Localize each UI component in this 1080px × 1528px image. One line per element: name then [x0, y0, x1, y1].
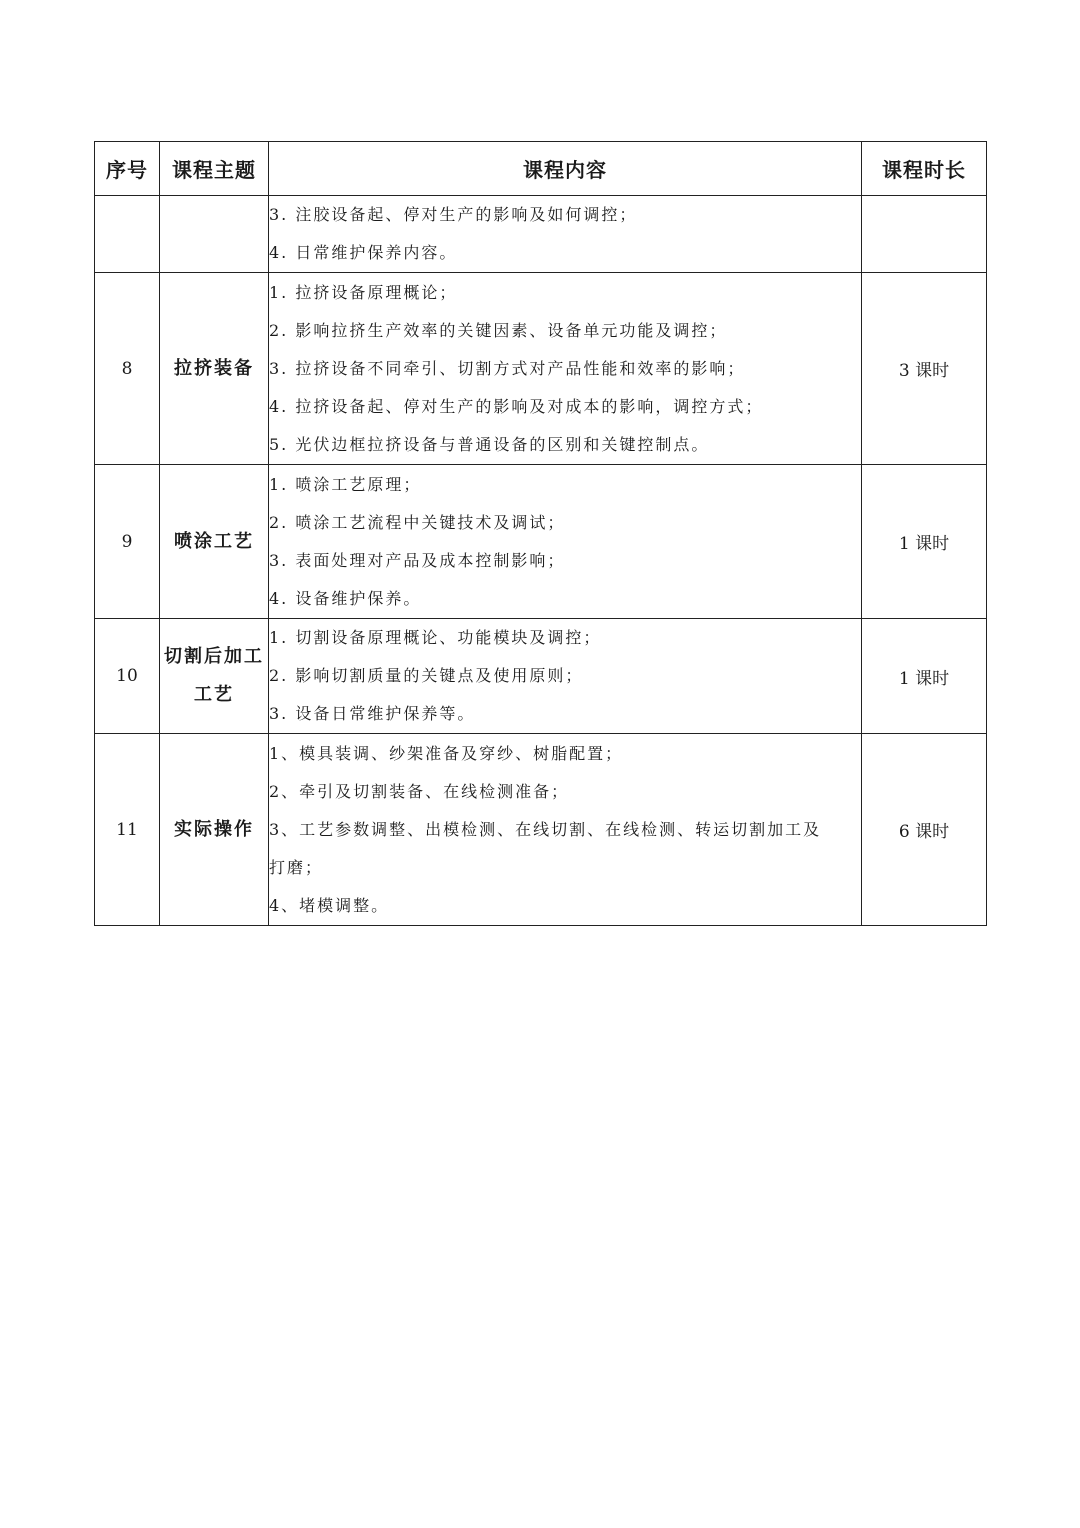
content-line: 3、工艺参数调整、出模检测、在线切割、在线检测、转运切割加工及	[269, 819, 822, 839]
row-content	[269, 465, 862, 619]
table-row	[95, 196, 987, 273]
header-no: 序号	[95, 142, 160, 196]
content-line: 1、模具装调、纱架准备及穿纱、树脂配置；	[269, 743, 624, 763]
content-line: 4、堵模调整。	[269, 895, 390, 915]
header-topic: 课程主题	[160, 142, 269, 196]
row-no: 9	[95, 465, 160, 619]
row-hours: 1 课时	[862, 619, 987, 734]
row-no	[95, 196, 160, 273]
table-row	[95, 734, 987, 926]
row-topic: 实际操作	[160, 734, 269, 926]
row-no: 10	[95, 619, 160, 734]
content-line: 1. 喷涂工艺原理；	[269, 474, 422, 494]
content-line: 2. 喷涂工艺流程中关键技术及调试；	[269, 512, 566, 532]
header-row	[95, 142, 987, 196]
row-content	[269, 619, 862, 734]
content-line: 1. 切割设备原理概论、功能模块及调控；	[269, 628, 602, 647]
content-line: 4. 设备维护保养。	[269, 588, 422, 608]
content-line: 2、牵引及切割装备、在线检测准备；	[269, 781, 570, 801]
content-line: 2. 影响切割质量的关键点及使用原则；	[269, 666, 584, 685]
content-line: 4. 日常维护保养内容。	[269, 243, 458, 262]
row-hours: 3 课时	[862, 273, 987, 465]
content-line: 3. 表面处理对产品及成本控制影响；	[269, 550, 566, 570]
row-hours: 6 课时	[862, 734, 987, 926]
content-line: 打磨；	[269, 857, 324, 877]
content-line: 3. 拉挤设备不同牵引、切割方式对产品性能和效率的影响；	[269, 358, 746, 378]
row-topic	[160, 196, 269, 273]
row-no: 11	[95, 734, 160, 926]
header-content: 课程内容	[269, 142, 862, 196]
row-topic: 拉挤装备	[160, 273, 269, 465]
header-hours: 课程时长	[862, 142, 987, 196]
row-hours	[862, 196, 987, 273]
row-hours: 1 课时	[862, 465, 987, 619]
row-content	[269, 273, 862, 465]
content-line: 2. 影响拉挤生产效率的关键因素、设备单元功能及调控；	[269, 320, 728, 340]
row-content	[269, 734, 862, 926]
row-topic: 切割后加工工艺	[160, 619, 269, 734]
row-no: 8	[95, 273, 160, 465]
table-row	[95, 273, 987, 465]
content-line: 5. 光伏边框拉挤设备与普通设备的区别和关键控制点。	[269, 434, 710, 454]
content-line: 3. 注胶设备起、停对生产的影响及如何调控；	[269, 205, 638, 224]
content-line: 4. 拉挤设备起、停对生产的影响及对成本的影响，调控方式；	[269, 396, 764, 416]
table-row	[95, 465, 987, 619]
course-table	[94, 141, 987, 926]
content-line: 3. 设备日常维护保养等。	[269, 704, 476, 723]
row-content	[269, 196, 862, 273]
table-row	[95, 619, 987, 734]
row-topic: 喷涂工艺	[160, 465, 269, 619]
content-line: 1. 拉挤设备原理概论；	[269, 282, 458, 302]
